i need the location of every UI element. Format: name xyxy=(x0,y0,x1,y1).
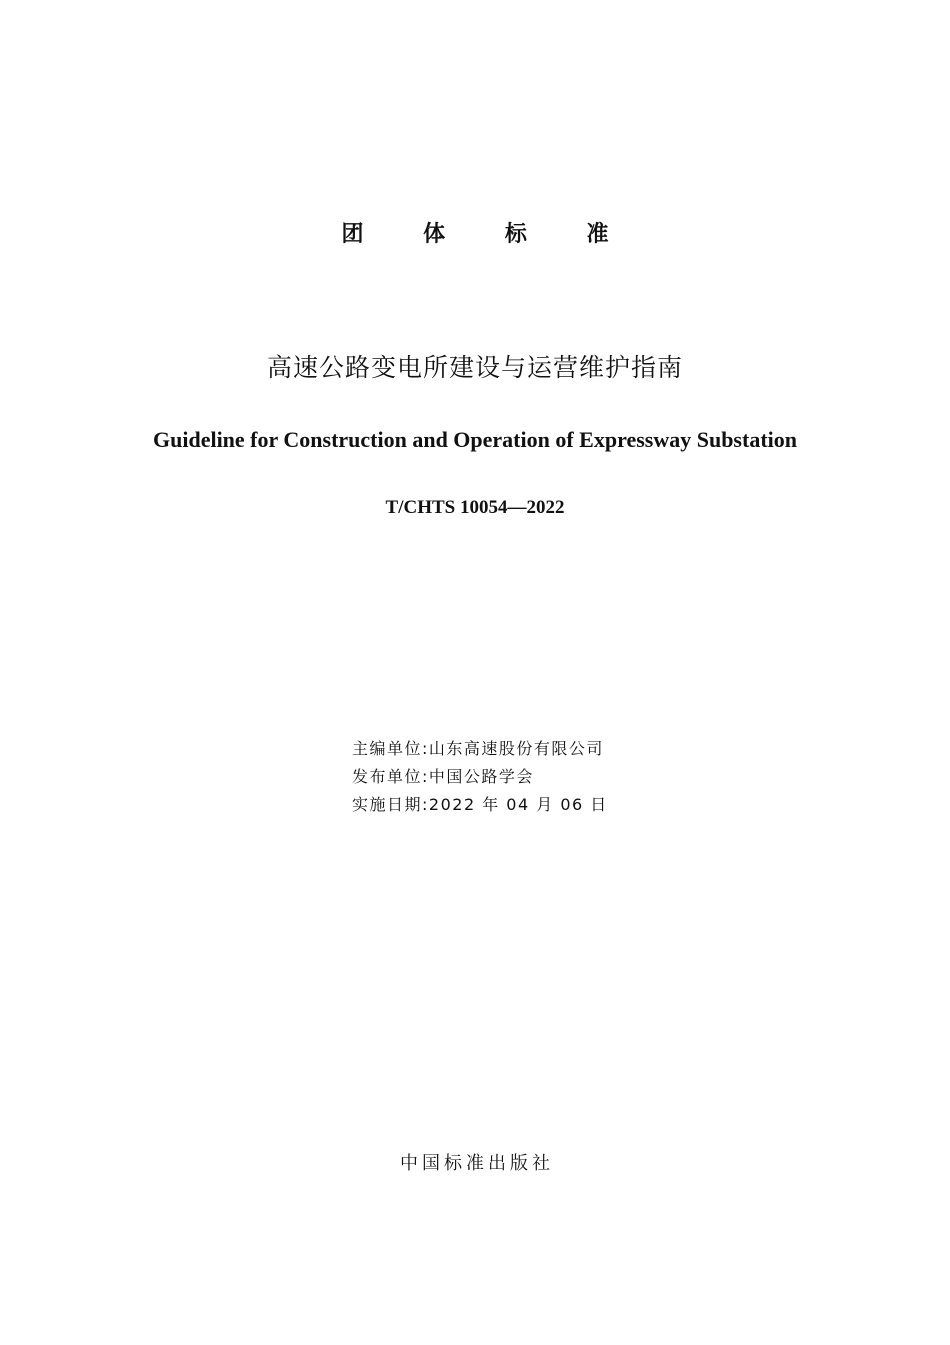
issuer-value: 中国公路学会 xyxy=(428,767,534,786)
issuer-label: 发布单位: xyxy=(352,767,429,786)
editor-row xyxy=(352,735,608,763)
document-category: 团 体 标 准 xyxy=(341,222,635,247)
date-row xyxy=(352,791,608,819)
issuer-row xyxy=(352,763,608,791)
publisher-name: 中国标准出版社 xyxy=(400,1153,554,1174)
date-value: 2022 年 04 月 06 日 xyxy=(428,795,608,814)
publication-info xyxy=(352,735,608,819)
editor-label: 主编单位: xyxy=(352,739,429,758)
editor-value: 山东高速股份有限公司 xyxy=(428,739,604,758)
title-english: Guideline for Construction and Operation of Expressway Substation xyxy=(153,427,797,452)
date-label: 实施日期: xyxy=(352,795,429,814)
standard-code: T/CHTS 10054—2022 xyxy=(385,497,565,518)
title-chinese: 高速公路变电所建设与运营维护指南 xyxy=(266,353,683,382)
